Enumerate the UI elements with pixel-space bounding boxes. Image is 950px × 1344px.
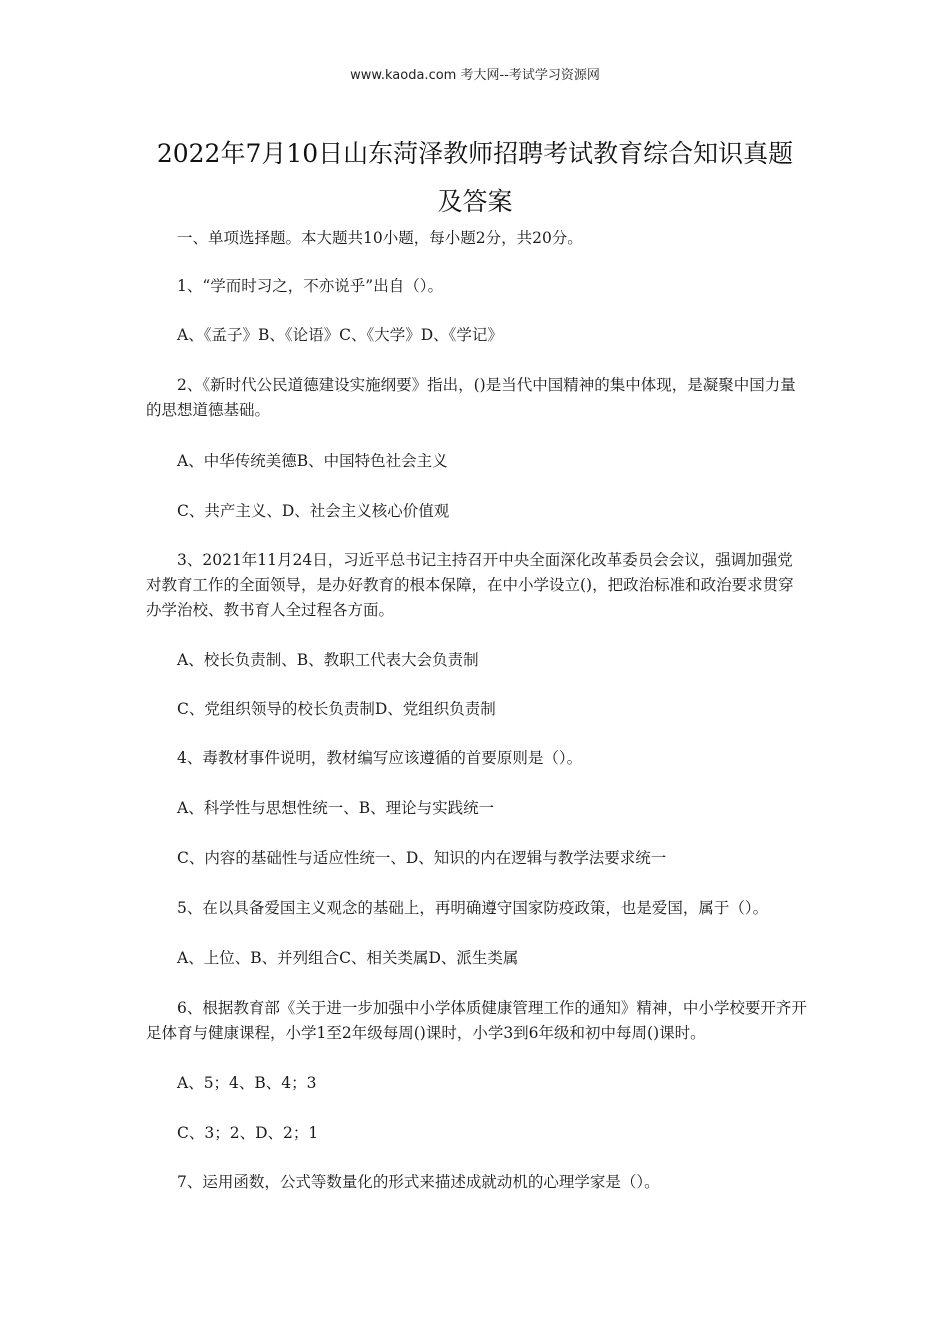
document-title-line-1: 2022年7月10日山东菏泽教师招聘考试教育综合知识真题 xyxy=(156,139,794,168)
question-3-options-a-b: A、校长负责制、B、教职工代表大会负责制 xyxy=(177,651,479,669)
question-6: 6、根据教育部《关于进一步加强中小学体质健康管理工作的通知》精神，中小学校要开齐开足体育与健康课程，小学1至2年级每周()课时，小学3到6年级和初中每周()课时。 xyxy=(146,999,807,1042)
question-1: 1、“学而时习之，不亦说乎”出自（）。 xyxy=(177,277,443,295)
question-4: 4、毒教材事件说明，教材编写应该遵循的首要原则是（）。 xyxy=(177,749,583,767)
question-2-options-c-d: C、共产主义、D、社会主义核心价值观 xyxy=(177,502,450,520)
question-5: 5、在以具备爱国主义观念的基础上，再明确遵守国家防疫政策，也是爱国，属于（）。 xyxy=(177,899,769,917)
section-heading: 一、单项选择题。本大题共10小题，每小题2分，共20分。 xyxy=(177,229,583,247)
question-1-options: A、《孟子》B、《论语》C、《大学》D、《学记》 xyxy=(177,326,503,344)
question-6-options-c-d: C、3；2、D、2；1 xyxy=(177,1124,319,1142)
document-title-line-2: 及答案 xyxy=(437,187,513,216)
question-2-options-a-b: A、中华传统美德B、中国特色社会主义 xyxy=(177,452,448,470)
question-6-options-a-b: A、5；4、B、4；3 xyxy=(177,1074,317,1092)
site-header: www.kaoda.com 考大网--考试学习资源网 xyxy=(350,68,600,83)
question-3: 3、2021年11月24日，习近平总书记主持召开中央全面深化改革委员会会议，强调加强党对教育工作的全面领导，是办好教育的根本保障，在中小学设立()，把政治标准和政治要求贯穿办学治校、教书育人全过程各方面。 xyxy=(146,551,794,619)
question-2: 2、《新时代公民道德建设实施纲要》指出，()是当代中国精神的集中体现，是凝聚中国力量的思想道德基础。 xyxy=(146,376,796,419)
question-7: 7、运用函数，公式等数量化的形式来描述成就动机的心理学家是（）。 xyxy=(177,1173,660,1191)
question-4-options-a-b: A、科学性与思想性统一、B、理论与实践统一 xyxy=(177,799,495,817)
question-3-options-c-d: C、党组织领导的校长负责制D、党组织负责制 xyxy=(177,700,496,718)
question-5-options: A、上位、B、并列组合C、相关类属D、派生类属 xyxy=(177,949,519,967)
question-4-options-c-d: C、内容的基础性与适应性统一、D、知识的内在逻辑与教学法要求统一 xyxy=(177,849,667,867)
